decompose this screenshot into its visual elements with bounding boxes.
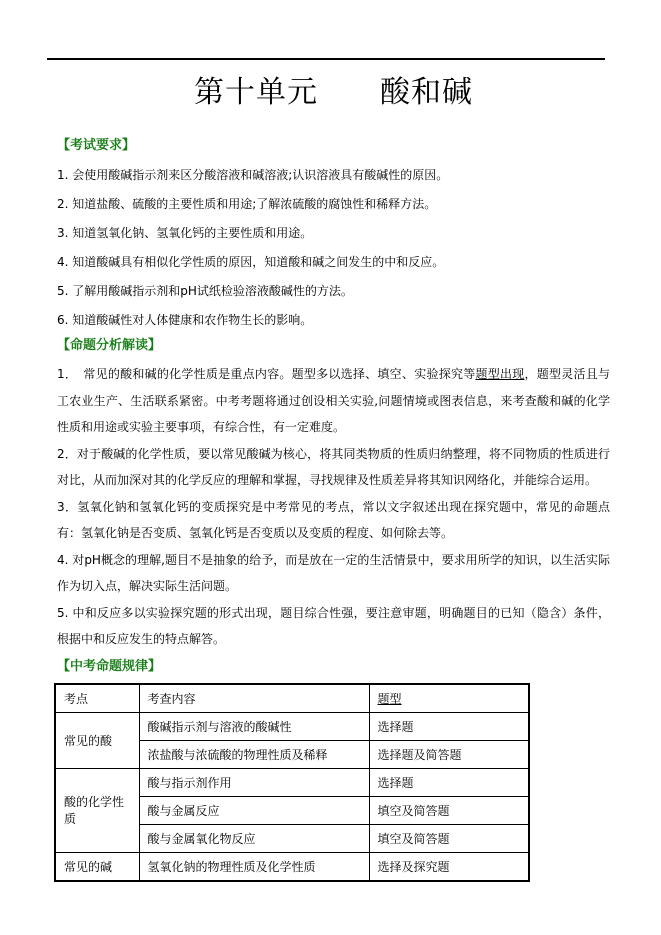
section-heading-exam-patterns: 【中考命题规律】 bbox=[57, 658, 162, 674]
content-cell: 酸与金属反应 bbox=[139, 796, 369, 824]
content-cell: 酸碱指示剂与溶液的酸碱性 bbox=[139, 712, 369, 740]
col-header-content: 考查内容 bbox=[139, 684, 369, 713]
requirement-item: 2. 知道盐酸、硫酸的主要性质和用途;了解浓硫酸的腐蚀性和稀释方法。 bbox=[57, 197, 437, 211]
type-cell: 选择题 bbox=[369, 768, 529, 796]
col-header-topic: 考点 bbox=[55, 684, 139, 713]
requirement-item: 3. 知道氢氧化钠、氢氧化钙的主要性质和用途。 bbox=[57, 226, 313, 240]
analysis-paragraph bbox=[57, 361, 610, 441]
analysis-paragraph: 5. 中和反应多以实验探究题的形式出现，题目综合性强，要注意审题，明确题目的已知（隐含）条件，根据中和反应发生的特点解答。 bbox=[57, 605, 610, 646]
analysis-paragraph-1-underlined: 题型出现 bbox=[475, 367, 525, 381]
analysis-paragraph-1-post: ，题型灵活且与工农业生产、生活联系紧密。中考考题将通过创设相关实验,问题情境或图表信息，来考查酸和碱的化学性质和用途或实验主要事项，有综合性，有一定难度。 bbox=[57, 367, 610, 434]
section-heading-exam-requirements: 【考试要求】 bbox=[57, 138, 136, 153]
content-cell: 氢氧化钠的物理性质及化学性质 bbox=[139, 852, 369, 881]
exam-requirements-list bbox=[57, 161, 610, 335]
type-cell: 填空及简答题 bbox=[369, 824, 529, 852]
question-type-header-label: 题型 bbox=[377, 691, 402, 706]
content-cell: 浓盐酸与浓硫酸的物理性质及稀释 bbox=[139, 740, 369, 768]
type-cell: 选择题 bbox=[369, 712, 529, 740]
analysis-paragraph: 2．对于酸碱的化学性质，要以常见酸碱为核心，将其同类物质的性质归纳整理，将不同物质的性质进行对比，从而加深对其的化学反应的理解和掌握，寻找规律及性质差异将其知识网络化，并能综合运用。 bbox=[57, 446, 610, 487]
type-cell: 填空及简答题 bbox=[369, 796, 529, 824]
table-row bbox=[55, 768, 529, 796]
requirement-item: 6. 知道酸碱性对人体健康和农作物生长的影响。 bbox=[57, 313, 313, 327]
analysis-paragraph: 4. 对pH概念的理解,题目不是抽象的给予，而是放在一定的生活情景中，要求用所学的知识，以生活实际作为切入点，解决实际生活问题。 bbox=[57, 552, 610, 593]
document-content bbox=[57, 0, 610, 882]
table-header-row bbox=[55, 684, 529, 713]
analysis-paragraph-1-pre: 1． 常见的酸和碱的化学性质是重点内容。题型多以选择、填空、实验探究等 bbox=[57, 367, 476, 381]
col-header-question-type bbox=[369, 684, 529, 713]
analysis-paragraph: 3．氢氧化钠和氢氧化钙的变质探究是中考常见的考点，常以文字叙述出现在探究题中，常见的命题点有：氢氧化钠是否变质、氢氧化钙是否变质以及变质的程度、如何除去等。 bbox=[57, 499, 610, 540]
requirement-item: 5. 了解用酸碱指示剂和pH试纸检验溶液酸碱性的方法。 bbox=[57, 284, 353, 298]
type-cell: 选择题及简答题 bbox=[369, 740, 529, 768]
section-heading-analysis: 【命题分析解读】 bbox=[57, 338, 162, 353]
topic-cell-acid-chemical-properties: 酸的化学性质 bbox=[55, 768, 139, 852]
topic-cell-common-acids: 常见的酸 bbox=[55, 712, 139, 768]
table-row bbox=[55, 852, 529, 881]
topic-cell-common-bases: 常见的碱 bbox=[55, 852, 139, 881]
type-cell: 选择及探究题 bbox=[369, 852, 529, 881]
table-row bbox=[55, 712, 529, 740]
analysis-paragraphs bbox=[57, 361, 610, 653]
content-cell: 酸与金属氧化物反应 bbox=[139, 824, 369, 852]
requirement-item: 1. 会使用酸碱指示剂来区分酸溶液和碱溶液;认识溶液具有酸碱性的原因。 bbox=[57, 168, 449, 182]
patterns-table bbox=[54, 683, 530, 882]
page-title: 第十单元 酸和碱 bbox=[194, 75, 473, 110]
content-cell: 酸与指示剂作用 bbox=[139, 768, 369, 796]
requirement-item: 4. 知道酸碱具有相似化学性质的原因，知道酸和碱之间发生的中和反应。 bbox=[57, 255, 445, 269]
